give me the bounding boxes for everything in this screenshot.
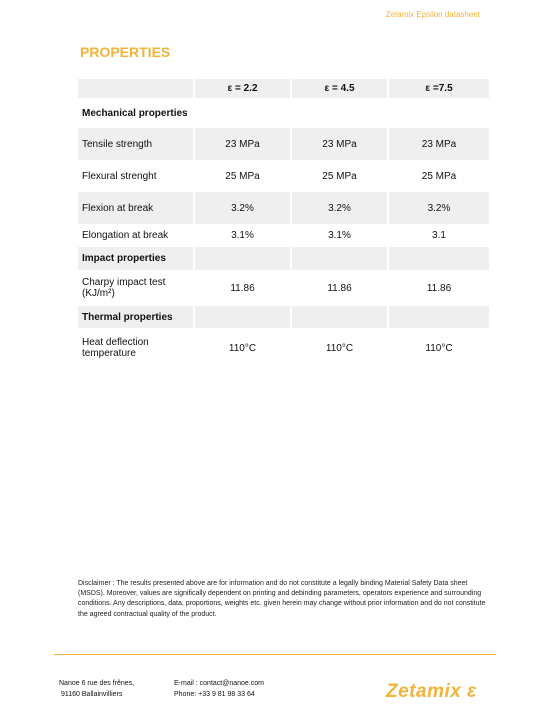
- header-cell-eps-4-5: ε = 4.5: [291, 79, 388, 98]
- footer-address: [59, 678, 134, 700]
- row-value: 11.86: [426, 282, 452, 294]
- table-row: [78, 160, 489, 192]
- row-label: Elongation at break: [78, 224, 194, 247]
- row-value: 23 MPa: [291, 128, 388, 160]
- row-value: 110°C: [425, 342, 453, 354]
- row-value: 25 MPa: [291, 160, 388, 192]
- row-value: [194, 306, 291, 328]
- row-label: Flexion at break: [78, 192, 194, 224]
- phone-text: Phone: +33 9 81 98 33 64: [174, 691, 255, 698]
- table-row: [78, 328, 489, 368]
- zetamix-logo: Zetamix ε: [386, 681, 477, 702]
- table-row: [78, 192, 489, 224]
- row-label: Impact properties: [78, 247, 194, 270]
- row-label: Charpy impact test (KJ/m²): [78, 270, 194, 306]
- email-text: E-mail : contact@nanoe.com: [174, 680, 264, 687]
- row-value: 110°C: [291, 328, 388, 368]
- row-label: Thermal properties: [78, 306, 194, 328]
- table-row: [78, 270, 489, 306]
- section-title: PROPERTIES: [80, 44, 171, 60]
- header-cell-eps-2-2: ε = 2.2: [194, 79, 291, 98]
- row-value: [388, 98, 489, 128]
- table-row-section: [78, 98, 489, 128]
- row-value: [291, 247, 388, 270]
- row-label: Tensile strength: [78, 128, 194, 160]
- address-line: Nanoe 6 rue des frênes,: [59, 680, 135, 687]
- header-cell-eps-7-5: ε =7.5: [388, 79, 489, 98]
- row-value: 3.2%: [388, 192, 489, 224]
- header-cell-label: [78, 79, 194, 98]
- row-value: [388, 247, 489, 270]
- row-value: [194, 98, 291, 128]
- row-value: 25 MPa: [194, 160, 291, 192]
- table-row: [78, 128, 489, 160]
- row-value: 25 MPa: [421, 170, 457, 182]
- row-value: 11.86: [291, 270, 388, 306]
- table-row-section: [78, 306, 489, 328]
- address-line: 91160 Ballainvilliers: [61, 691, 123, 698]
- row-value: 23 MPa: [194, 128, 291, 160]
- row-value: 3.1%: [291, 224, 388, 247]
- row-value: [291, 306, 388, 328]
- row-value: 3.1: [432, 230, 446, 241]
- disclaimer-text: Disclaimer : The results presented above are for information and do not constitute a legally binding Material Safety Data sheet (MSDS). Moreover, values are significally dependent on printing and debinding parameters, operators experience and surrounding conditions. Any descriptions, data, proportions, weights etc. given herein may change without prior information and do not constitute the agreed contractual quality of the product.: [78, 580, 486, 618]
- row-value: 3.2%: [291, 192, 388, 224]
- row-value: 3.2%: [194, 192, 291, 224]
- footer-contact: [174, 678, 264, 700]
- table-row: [78, 224, 489, 247]
- row-label: Heat deflection temperature: [78, 328, 194, 368]
- table-header-row: [78, 79, 489, 98]
- row-value: 3.1%: [194, 224, 291, 247]
- row-value: 23 MPa: [388, 128, 489, 160]
- row-label: Mechanical properties: [78, 98, 194, 128]
- table-row-section: [78, 247, 489, 270]
- row-value: [388, 306, 489, 328]
- row-value: 11.86: [194, 270, 291, 306]
- row-label: Flexural strenght: [78, 160, 194, 192]
- row-value: [291, 98, 388, 128]
- properties-table: [78, 79, 489, 368]
- footer-divider: [54, 654, 496, 655]
- header-title: Zetamix Epsilon datasheet: [385, 10, 480, 19]
- row-value: [194, 247, 291, 270]
- row-value: 110°C: [194, 328, 291, 368]
